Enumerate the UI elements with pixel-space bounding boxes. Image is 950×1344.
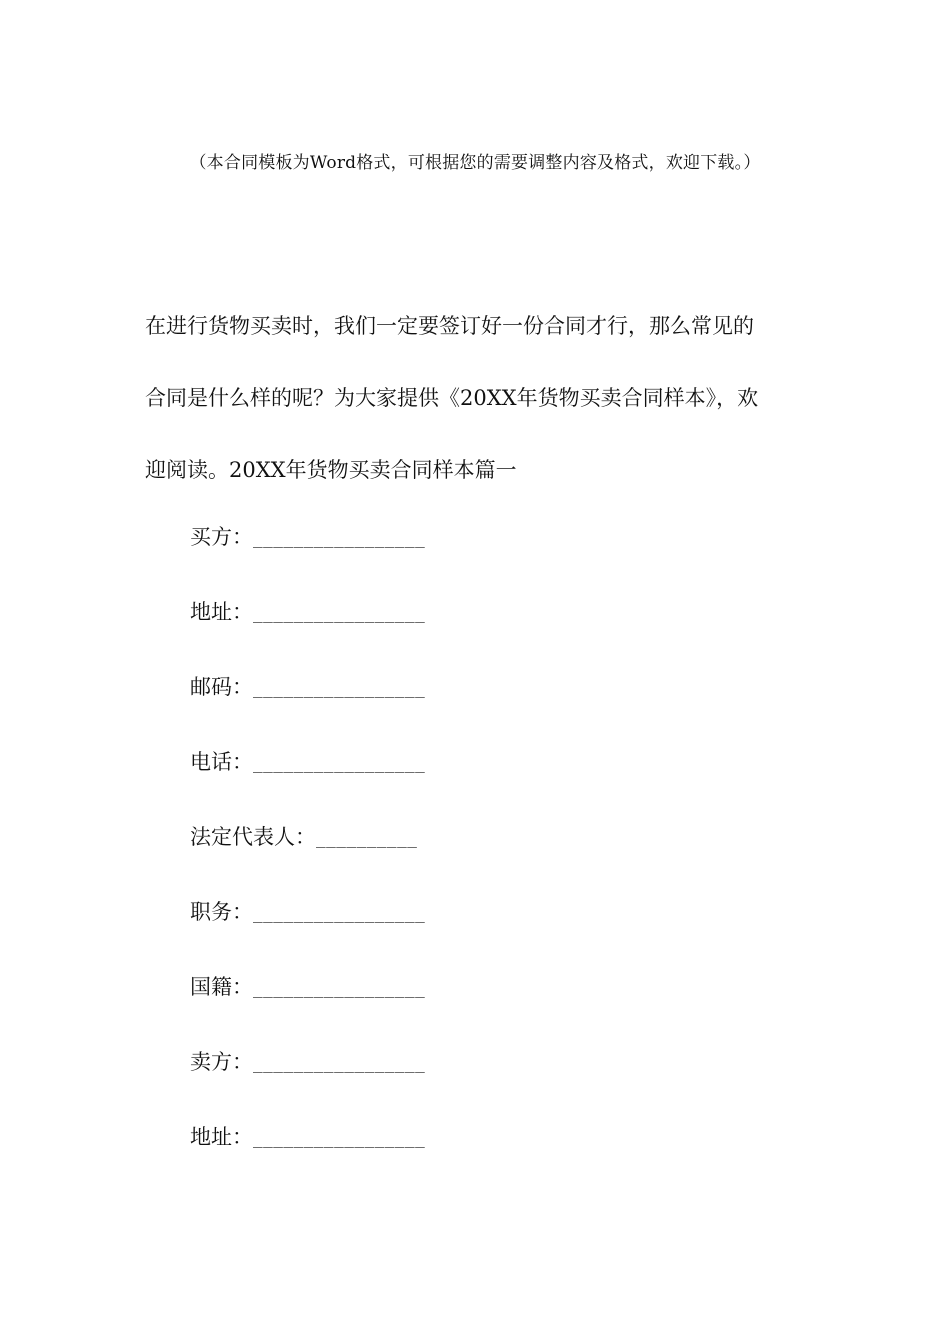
template-note: （本合同模板为Word格式，可根据您的需要调整内容及格式，欢迎下载。） xyxy=(189,153,761,173)
field-postcode xyxy=(190,662,790,737)
field-nationality xyxy=(190,962,790,1037)
field-label: 电话： xyxy=(190,750,253,774)
fill-blank[interactable]: _________________ xyxy=(253,679,426,698)
field-legal-representative xyxy=(190,812,790,887)
field-phone xyxy=(190,737,790,812)
fill-blank[interactable]: _________________ xyxy=(253,979,426,998)
fill-blank[interactable]: _________________ xyxy=(253,1129,426,1148)
field-buyer xyxy=(190,512,790,587)
field-label: 法定代表人： xyxy=(190,825,316,849)
fill-blank[interactable]: __________ xyxy=(316,829,418,848)
field-position xyxy=(190,887,790,962)
field-label: 国籍： xyxy=(190,975,253,999)
fill-blank[interactable]: _________________ xyxy=(253,1054,426,1073)
intro-line: 迎阅读。20XX年货物买卖合同样本篇一 xyxy=(145,458,517,482)
field-label: 地址： xyxy=(190,1125,253,1149)
intro-line: 合同是什么样的呢？为大家提供《20XX年货物买卖合同样本》，欢 xyxy=(145,386,759,410)
fill-blank[interactable]: _________________ xyxy=(253,754,426,773)
field-label: 职务： xyxy=(190,900,253,924)
field-label: 地址： xyxy=(190,600,253,624)
field-label: 卖方： xyxy=(190,1050,253,1074)
intro-paragraph xyxy=(145,290,805,506)
field-label: 邮码： xyxy=(190,675,253,699)
field-seller-address xyxy=(190,1112,790,1187)
field-buyer-address xyxy=(190,587,790,662)
fill-blank[interactable]: _________________ xyxy=(253,904,426,923)
party-fields xyxy=(190,512,790,1187)
intro-line: 在进行货物买卖时，我们一定要签订好一份合同才行，那么常见的 xyxy=(145,314,754,338)
fill-blank[interactable]: _________________ xyxy=(253,529,426,548)
fill-blank[interactable]: _________________ xyxy=(253,604,426,623)
field-label: 买方： xyxy=(190,525,253,549)
field-seller xyxy=(190,1037,790,1112)
